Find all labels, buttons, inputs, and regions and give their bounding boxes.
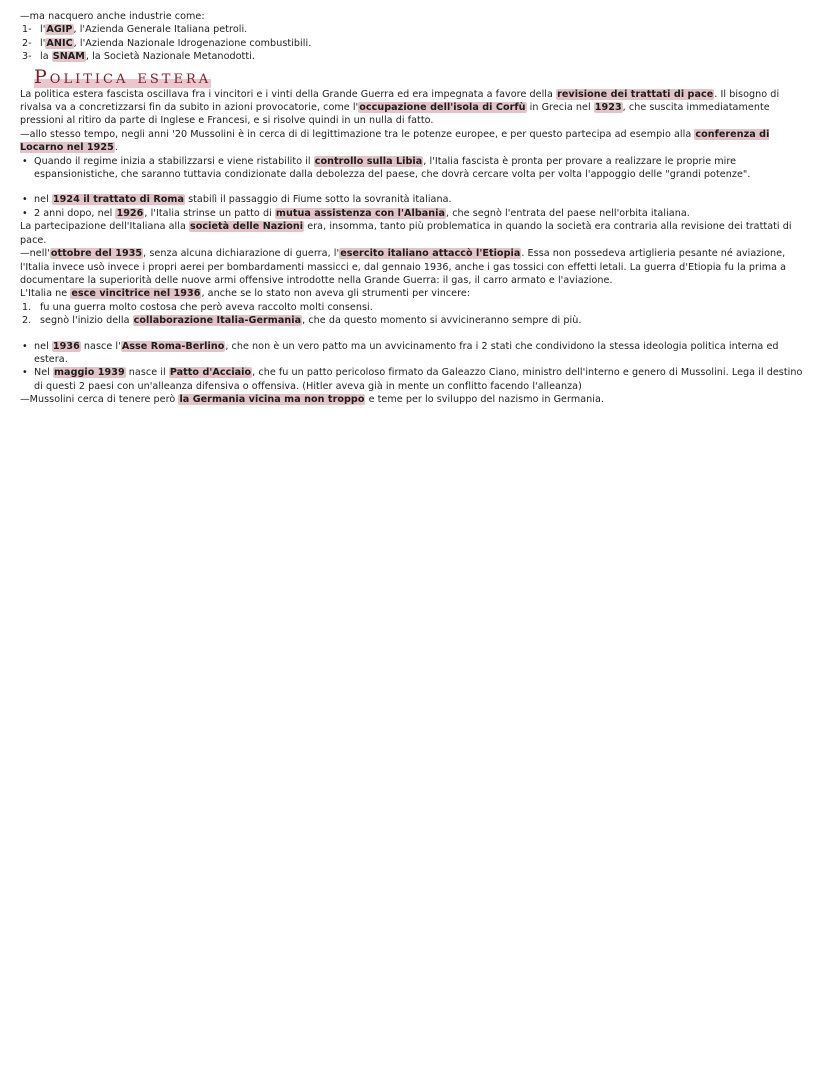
bullet-libia: • Quando il regime inizia a stabilizzarsi e viene ristabilito il controllo sulla Libia, l'Italia fascista è pronta per provare a realizzare le proprie mire espansionistiche, che saranno tuttavia condizionate dalla debolezza del paese, che dovrà cercare volta per volta l'appoggio delle "grandi potenze".	[20, 155, 808, 182]
bullet-asse: • nel 1936 nasce l'Asse Roma-Berlino, che non è un vero patto ma un avvicinamento fra i 2 stati che condividono la stessa ideologia politica interna ed estera.	[20, 340, 808, 367]
paragraph-2: —allo stesso tempo, negli anni '20 Mussolini è in cerca di di legittimazione tra le potenze europee, e per questo partecipa ad esempio alla conferenza di Locarno nel 1925.	[20, 128, 770, 154]
highlight: esce vincitrice nel 1936	[71, 288, 201, 300]
numbered-item-1: 1. fu una guerra molto costosa che però aveva raccolto molti consensi.	[22, 301, 373, 313]
intro-line: —ma nacquero anche industrie come:	[20, 11, 205, 22]
intro-item-3: 3- la SNAM, la Società Nazionale Metanodotti.	[22, 51, 255, 63]
highlight: 1936	[52, 340, 80, 352]
highlight: conferenza di Locarno nel 1925	[20, 128, 770, 154]
paragraph-4: —nell'ottobre del 1935, senza alcuna dichiarazione di guerra, l'esercito italiano attaccò l'Etiopia. Essa non possedeva artiglieria pesante né aviazione, l'Italia invece usò invece i propri aerei per bombardamenti massicci e, dal gennaio 1936, anche i gas tossici con effetti letali. La guerra d'Etiopia fu la prima a documentare la superiorità delle nuove armi offensive introdotte nella Grande Guerra: il gas, il carro armato e l'aviazione.	[20, 248, 787, 286]
intro-item-2: 2- l'ANIC, l'Azienda Nazionale Idrogenazione combustibili.	[22, 37, 312, 49]
highlight: occupazione dell'isola di Corfù	[359, 102, 526, 114]
spacer	[20, 181, 808, 193]
highlight: società delle Nazioni	[190, 221, 304, 233]
paragraph-5: L'Italia ne esce vincitrice nel 1936, anche se lo stato non aveva gli strumenti per vincere:	[20, 288, 471, 300]
bullet-albania: • 2 anni dopo, nel 1926, l'Italia strinse un patto di mutua assistenza con l'Albania, che segnò l'entrata del paese nell'orbita italiana.	[20, 207, 808, 220]
highlight: mutua assistenza con l'Albania	[275, 207, 445, 219]
highlight: SNAM	[52, 51, 85, 63]
highlight: la Germania vicina ma non troppo	[179, 394, 365, 406]
highlight: revisione dei trattati di pace	[557, 88, 714, 100]
numbered-item-2: 2. segnò l'inizio della collaborazione Italia-Germania, che da questo momento si avvicineranno sempre di più.	[22, 315, 582, 327]
paragraph-6: —Mussolini cerca di tenere però la Germania vicina ma non troppo e teme per lo sviluppo del nazismo in Germania.	[20, 394, 605, 406]
highlight: Asse Roma-Berlino	[121, 340, 225, 352]
paragraph-3: La partecipazione dell'Italiana alla società delle Nazioni era, insomma, tanto più problematica in quando la società era contraria alla revisione dei trattati di pace.	[20, 221, 792, 246]
intro-item-1: 1- l'AGIP, l'Azienda Generale Italiana petroli.	[22, 24, 248, 36]
highlight: collaborazione Italia-Germania	[133, 315, 302, 327]
highlight: 1926	[116, 207, 144, 219]
highlight: ottobre del 1935	[50, 248, 143, 260]
highlight: 1924 il trattato di Roma	[52, 194, 184, 206]
bullet-roma: • nel 1924 il trattato di Roma stabilì il passaggio di Fiume sotto la sovranità italiana.	[20, 193, 808, 206]
highlight: controllo sulla Libia	[314, 155, 423, 167]
section-title: Politica estera	[34, 65, 212, 88]
bullet-patto: • Nel maggio 1939 nasce il Patto d'Acciaio, che fu un patto pericoloso firmato da Galeazzo Ciano, ministro dell'interno e genero di Mussolini. Lega il destino di questi 2 paesi con un'alleanza difensiva o offensiva. (Hitler aveva già in mente un conflitto facendo l'alleanza)	[20, 366, 808, 393]
highlight: Patto d'Acciaio	[169, 367, 252, 379]
highlight: esercito italiano attaccò l'Etiopia	[340, 248, 521, 260]
highlight: ANIC	[46, 37, 73, 49]
highlight: AGIP	[46, 24, 73, 36]
highlight: maggio 1939	[54, 367, 125, 379]
paragraph-1: La politica estera fascista oscillava fra i vincitori e i vinti della Grande Guerra ed era impegnata a favore della revisione dei trattati di pace. Il bisogno di rivalsa va a concretizzarsi fin da subito in azioni provocatorie, come l'occupazione dell'isola di Corfù in Grecia nel 1923, che suscita immediatamente pressioni al ritiro da parte di Inglese e Francesi, e si risolve quindi in un nulla di fatto.	[20, 88, 780, 127]
spacer	[20, 328, 808, 340]
highlight: 1923	[594, 102, 622, 114]
